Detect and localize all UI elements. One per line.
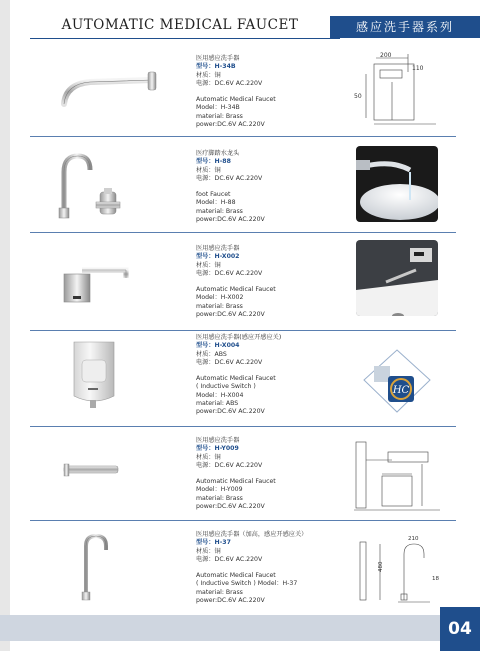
header-title-chinese: 感应洗手器系列 [330, 16, 480, 38]
spec-line: 电源：DC.6V AC.220V [196, 269, 263, 277]
spec-line: power:DC.6V AC.220V [196, 408, 265, 416]
spec-line: Model：H-X002 [196, 294, 244, 302]
dim-label: 110 [412, 65, 424, 72]
spec-line: power:DC.6V AC.220V [196, 216, 265, 224]
spec-line: power:DC.6V AC.220V [196, 597, 265, 605]
spec-gap [196, 367, 281, 375]
spec-line: 电源：DC.6V AC.220V [196, 461, 263, 469]
spec-model-cn: 型号：H-Y009 [196, 445, 239, 453]
product-spec-hy009 [196, 437, 276, 511]
spec-line: material: Brass [196, 207, 243, 215]
logo-text: HC [392, 385, 410, 396]
spec-line: Automatic Medical Faucet [196, 572, 276, 580]
product-spec-h88 [196, 150, 265, 224]
spec-line: 材质：铜 [196, 166, 221, 174]
spec-line: power:DC.6V AC.220V [196, 311, 265, 319]
spec-line: power:DC.6V AC.220V [196, 503, 265, 511]
faucet-h37-image [76, 532, 116, 602]
dim-label: 210 [408, 536, 419, 542]
spec-model-cn: 型号：H-34B [196, 63, 236, 71]
faucet-hx002-image [60, 258, 130, 306]
spec-line: material: ABS [196, 400, 239, 408]
product-spec-hx004 [196, 334, 281, 417]
spec-gap [196, 278, 276, 286]
product-spec-hx002 [196, 245, 276, 319]
spec-line: 医用感应洗手器 [196, 55, 240, 62]
section-divider [30, 330, 456, 331]
faucet-hx004-image [68, 340, 120, 412]
product-spec-h34b [196, 55, 276, 129]
spec-model-cn: 型号：H-X002 [196, 253, 240, 261]
spec-line: 医疗脚踏水龙头 [196, 150, 240, 157]
spec-line: 电源：DC.6V AC.220V [196, 555, 263, 563]
spec-model-cn: 型号：H-88 [196, 158, 231, 166]
spec-line: 材质：铜 [196, 261, 221, 269]
spec-line: 电源：DC.6V AC.220V [196, 79, 263, 87]
left-margin-bar [0, 0, 10, 651]
spec-model-cn: 型号：H-37 [196, 539, 231, 547]
spec-line: 材质：ABS [196, 350, 227, 358]
dimension-drawing-h34b [352, 52, 444, 132]
page-header [0, 14, 480, 40]
spec-line: 医用感应洗手器(感应开感应关) [196, 334, 282, 341]
spec-line: Model：H-Y009 [196, 486, 243, 494]
spec-line: Model：H-X004 [196, 391, 244, 399]
spec-line: ( Inductive Switch ) [196, 383, 256, 391]
spec-line: Automatic Medical Faucet [196, 286, 276, 294]
page-footer [0, 607, 480, 651]
dim-label: 50 [354, 93, 362, 100]
header-title-english: AUTOMATIC MEDICAL FAUCET [61, 17, 299, 33]
spec-line: 电源：DC.6V AC.220V [196, 174, 263, 182]
page-number: 04 [440, 607, 480, 651]
section-divider [30, 232, 456, 233]
dim-label: 480 [378, 561, 384, 572]
spec-line: Automatic Medical Faucet [196, 375, 276, 383]
section-divider [30, 520, 456, 521]
section-divider [30, 136, 456, 137]
spec-line: Automatic Medical Faucet [196, 96, 276, 104]
spec-line: 材质：铜 [196, 547, 221, 555]
product-spec-h37 [196, 531, 307, 605]
dimension-drawing-h37 [352, 528, 444, 608]
section-divider [30, 426, 456, 427]
spec-line: ( Inductive Switch ) Model：H-37 [196, 580, 298, 588]
faucet-h88-image [50, 150, 130, 222]
dim-label: 18 [432, 576, 439, 582]
spec-line: 医用感应洗手器 [196, 437, 240, 444]
spec-line: material: Brass [196, 302, 243, 310]
brand-logo [356, 344, 438, 420]
dim-label: 200 [380, 52, 392, 59]
faucet-hy009-image [62, 460, 122, 482]
faucet-h34b-image [60, 68, 160, 118]
spec-gap [196, 470, 276, 478]
footer-band [0, 615, 440, 641]
spec-gap [196, 88, 276, 96]
spec-line: 材质：铜 [196, 453, 221, 461]
spec-line: material: Brass [196, 112, 243, 120]
spec-line: material: Brass [196, 588, 243, 596]
spec-gap [196, 183, 265, 191]
spec-line: 医用感应洗手器 [196, 245, 240, 252]
spec-line: Model：H-88 [196, 199, 236, 207]
dimension-drawing-hy009 [352, 436, 444, 516]
header-rule [30, 38, 340, 39]
faucet-hx002-photo [356, 240, 438, 316]
spec-line: 电源：DC.6V AC.220V [196, 358, 263, 366]
spec-line: Automatic Medical Faucet [196, 478, 276, 486]
faucet-h88-photo [356, 146, 438, 222]
spec-line: foot Faucet [196, 191, 231, 199]
spec-line: power:DC.6V AC.220V [196, 121, 265, 129]
spec-line: Model：H-34B [196, 104, 240, 112]
spec-line: material: Brass [196, 494, 243, 502]
spec-line: 材质：铜 [196, 71, 221, 79]
spec-model-cn: 型号：H-X004 [196, 342, 240, 350]
spec-line: 医用感应洗手器（加高，感应开感应关） [196, 531, 308, 538]
spec-gap [196, 564, 307, 572]
